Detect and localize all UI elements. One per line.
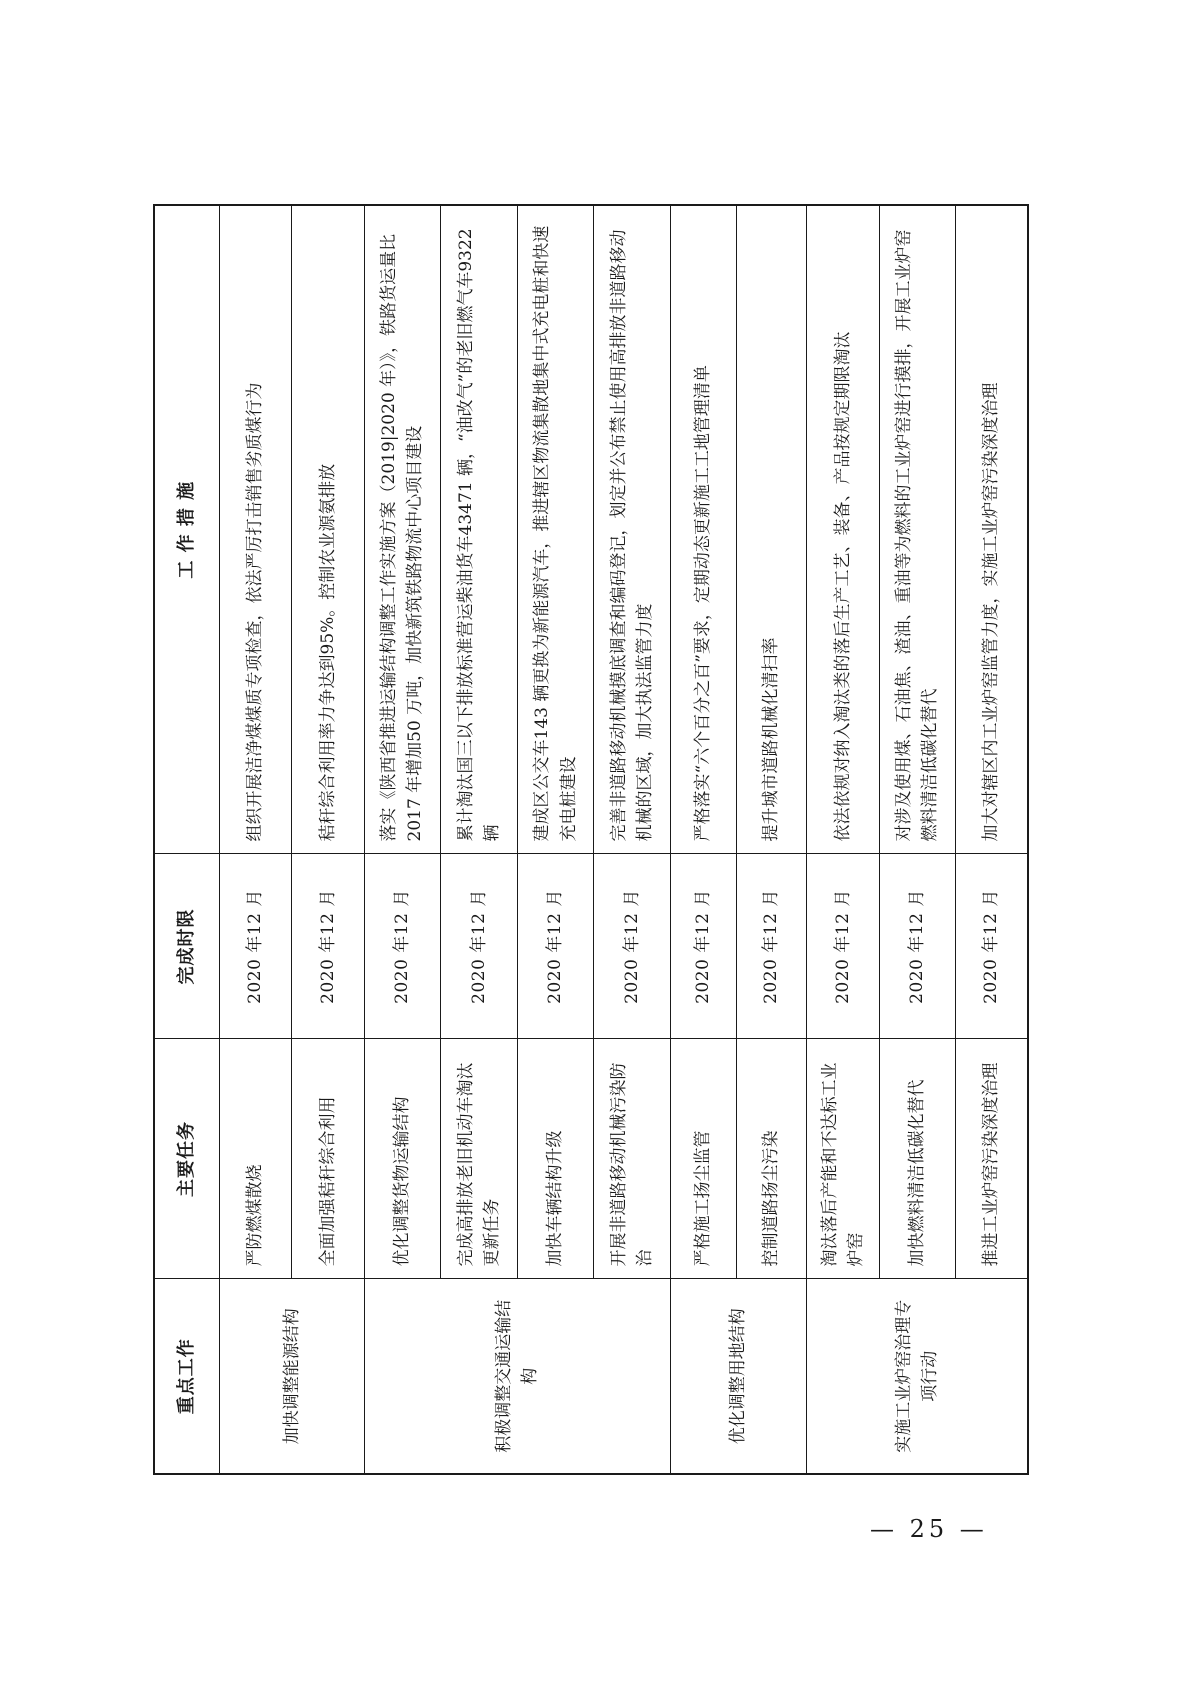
deadline-cell: 2020 年12 月 xyxy=(594,854,671,1039)
table-row xyxy=(364,205,441,1474)
work-measures-table xyxy=(153,204,1029,1475)
task-cell: 推进工业炉窑污染深度治理 xyxy=(956,1039,1028,1279)
task-cell: 控制道路扬尘污染 xyxy=(736,1039,806,1279)
measure-cell: 落实《陕西省推进运输结构调整工作实施方案（2019|2020 年）》，铁路货运量比2017 年增加50 万吨，加快新筑铁路物流中心项目建设 xyxy=(364,205,441,854)
key-work-cell: 实施工业炉窑治理专项行动 xyxy=(807,1279,1028,1474)
measure-cell: 完善非道路移动机械摸底调查和编码登记，划定并公布禁止使用高排放非道路移动机械的区域，加大执法监管力度 xyxy=(594,205,671,854)
measure-cell: 对涉及使用煤、石油焦、渣油、重油等为燃料的工业炉窑进行摸排，开展工业炉窑燃料清洁低碳化替代 xyxy=(879,205,956,854)
measure-cell: 严格落实“六个百分之百”要求，定期动态更新施工工地管理清单 xyxy=(671,205,737,854)
header-measures: 工 作 措 施 xyxy=(154,205,220,854)
table-row xyxy=(807,205,879,1474)
table-header-row xyxy=(154,205,220,1474)
header-deadline: 完成时限 xyxy=(154,854,220,1039)
page-number: — 25 — xyxy=(870,1515,988,1543)
header-key-work: 重点工作 xyxy=(154,1279,220,1474)
measure-cell: 提升城市道路机械化清扫率 xyxy=(736,205,806,854)
measure-cell: 建成区公交车143 辆更换为新能源汽车，推进辖区物流集散地集中式充电桩和快速充电桩建设 xyxy=(517,205,594,854)
task-cell: 严格施工扬尘监管 xyxy=(671,1039,737,1279)
key-work-cell: 加快调整能源结构 xyxy=(220,1279,365,1474)
deadline-cell: 2020 年12 月 xyxy=(517,854,594,1039)
task-cell: 加快燃料清洁低碳化替代 xyxy=(879,1039,956,1279)
task-cell: 加快车辆结构升级 xyxy=(517,1039,594,1279)
task-cell: 开展非道路移动机械污染防治 xyxy=(594,1039,671,1279)
header-main-task: 主要任务 xyxy=(154,1039,220,1279)
table-row xyxy=(220,205,292,1474)
deadline-cell: 2020 年12 月 xyxy=(441,854,518,1039)
measure-cell: 加大对辖区内工业炉窑监管力度，实施工业炉窑污染深度治理 xyxy=(956,205,1028,854)
deadline-cell: 2020 年12 月 xyxy=(220,854,292,1039)
key-work-cell: 优化调整用地结构 xyxy=(671,1279,807,1474)
deadline-cell: 2020 年12 月 xyxy=(807,854,879,1039)
table-row xyxy=(671,205,737,1474)
key-work-cell: 积极调整交通运输结构 xyxy=(364,1279,670,1474)
deadline-cell: 2020 年12 月 xyxy=(364,854,441,1039)
rotated-table-container xyxy=(153,206,1029,1475)
deadline-cell: 2020 年12 月 xyxy=(671,854,737,1039)
task-cell: 完成高排放老旧机动车淘汰更新任务 xyxy=(441,1039,518,1279)
deadline-cell: 2020 年12 月 xyxy=(879,854,956,1039)
task-cell: 严防燃煤散烧 xyxy=(220,1039,292,1279)
measure-cell: 依法依规对纳入淘汰类的落后生产工艺、装备、产品按规定期限淘汰 xyxy=(807,205,879,854)
measure-cell: 累计淘汰国三以下排放标准营运柴油货车43471 辆，“油改气”的老旧燃气车9322 辆 xyxy=(441,205,518,854)
deadline-cell: 2020 年12 月 xyxy=(956,854,1028,1039)
deadline-cell: 2020 年12 月 xyxy=(736,854,806,1039)
deadline-cell: 2020 年12 月 xyxy=(292,854,364,1039)
task-cell: 淘汰落后产能和不达标工业炉窑 xyxy=(807,1039,879,1279)
measure-cell: 组织开展洁净煤煤质专项检查，依法严厉打击销售劣质煤行为 xyxy=(220,205,292,854)
measure-cell: 秸秆综合利用率力争达到95%。控制农业源氨排放 xyxy=(292,205,364,854)
task-cell: 优化调整货物运输结构 xyxy=(364,1039,441,1279)
task-cell: 全面加强秸秆综合利用 xyxy=(292,1039,364,1279)
